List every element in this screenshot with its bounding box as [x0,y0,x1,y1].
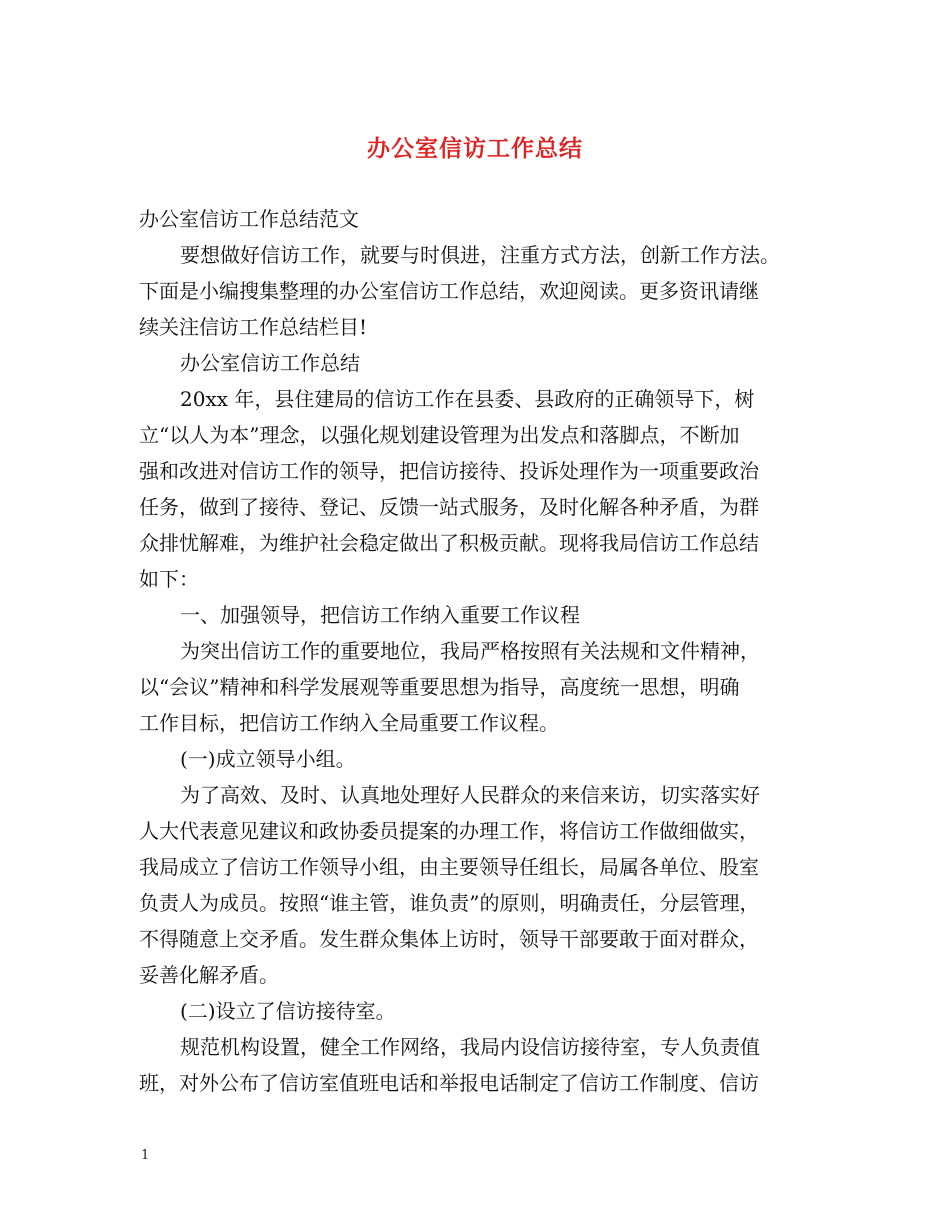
paragraph-line: 为了高效、及时、认真地处理好人民群众的来信来访，切实落实好 [180,783,760,807]
section-heading: 办公室信访工作总结 [180,351,360,375]
page-number: 1 [141,1148,150,1163]
subtitle-line: 办公室信访工作总结范文 [139,207,359,231]
paragraph-line: 强和改进对信访工作的领导，把信访接待、投诉处理作为一项重要政治 [139,459,759,483]
paragraph-line: 要想做好信访工作，就要与时俱进，注重方式方法，创新工作方法。 [180,243,780,267]
subsection-heading: (一)成立领导小组。 [180,747,356,771]
paragraph-line: 我局成立了信访工作领导小组，由主要领导任组长，局属各单位、股室 [139,855,759,879]
paragraph-line: 规范机构设置，健全工作网络，我局内设信访接待室，专人负责值 [180,1035,760,1059]
document-title: 办公室信访工作总结 [367,135,583,162]
paragraph-line: 不得随意上交矛盾。发生群众集体上访时，领导干部要敢于面对群众， [139,927,759,951]
paragraph-line: 如下： [139,567,199,591]
paragraph-line: 20xx 年，县住建局的信访工作在县委、县政府的正确领导下，树 [180,387,755,411]
paragraph-line: 以“会议”精神和科学发展观等重要思想为指导，高度统一思想，明确 [139,675,740,699]
paragraph-line: 下面是小编搜集整理的办公室信访工作总结，欢迎阅读。更多资讯请继 [139,279,759,303]
paragraph-line: 任务，做到了接待、登记、反馈一站式服务，及时化解各种矛盾，为群 [139,495,759,519]
paragraph-line: 班，对外公布了信访室值班电话和举报电话制定了信访工作制度、信访 [139,1071,759,1095]
paragraph-line: 为突出信访工作的重要地位，我局严格按照有关法规和文件精神， [180,639,760,663]
paragraph-line: 众排忧解难，为维护社会稳定做出了积极贡献。现将我局信访工作总结 [139,531,759,555]
paragraph-line: 人大代表意见建议和政协委员提案的办理工作，将信访工作做细做实， [139,819,759,843]
section-heading: 一、加强领导，把信访工作纳入重要工作议程 [180,603,580,627]
paragraph-line: 续关注信访工作总结栏目! [139,315,368,339]
paragraph-line: 妥善化解矛盾。 [139,963,279,987]
paragraph-line: 负责人为成员。按照“谁主管，谁负责”的原则，明确责任，分层管理， [139,891,760,915]
subsection-heading: (二)设立了信访接待室。 [180,999,396,1023]
paragraph-line: 工作目标，把信访工作纳入全局重要工作议程。 [139,711,559,735]
paragraph-line: 立“以人为本”理念，以强化规划建设管理为出发点和落脚点，不断加 [139,423,740,447]
